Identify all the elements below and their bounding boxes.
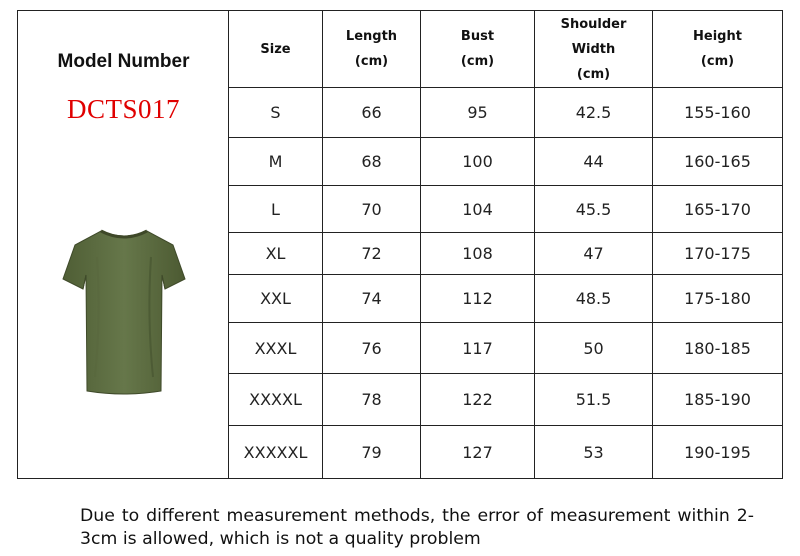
header-length: Length (cm) — [323, 11, 421, 87]
size-cell: M — [229, 138, 323, 185]
height-cell: 175-180 — [684, 289, 751, 308]
olive-tshirt-icon — [61, 227, 187, 395]
size-cell: XXXXL — [229, 374, 323, 425]
length-cell: 72 — [323, 233, 421, 274]
shoulder-cell: 50 — [535, 323, 653, 373]
measurement-note: Due to different measurement methods, the error of measurement within 2-3cm is allowed, which is not a quality problem — [80, 506, 754, 549]
bust-cell: 100 — [421, 138, 535, 185]
length-cell: 68 — [323, 138, 421, 185]
height-cell: 170-175 — [684, 244, 751, 263]
shoulder-cell: 53 — [535, 426, 653, 478]
table-header-row — [229, 11, 782, 88]
size-chart — [17, 10, 783, 479]
table-row — [229, 186, 782, 233]
height-cell: 180-185 — [684, 338, 751, 358]
table-row — [229, 275, 782, 323]
table-row — [229, 88, 782, 138]
length-cell: 78 — [323, 374, 421, 425]
size-cell: S — [229, 88, 323, 137]
height-cell: 190-195 — [684, 442, 751, 462]
header-shoulder-width: Shoulder Width (cm) — [535, 11, 653, 87]
shoulder-cell: 51.5 — [535, 374, 653, 425]
height-cell: 155-160 — [684, 103, 751, 122]
length-cell: 66 — [323, 88, 421, 137]
height-cell: 165-170 — [684, 199, 751, 219]
model-number-label: Model Number — [57, 51, 190, 72]
shoulder-cell: 48.5 — [535, 275, 653, 322]
size-cell: XL — [229, 233, 323, 274]
height-cell: 185-190 — [684, 390, 751, 409]
shoulder-cell: 44 — [535, 138, 653, 185]
table-row — [229, 138, 782, 186]
length-cell: 70 — [323, 186, 421, 232]
model-cell — [18, 11, 229, 478]
size-cell: XXXXXL — [229, 426, 323, 478]
header-bust: Bust (cm) — [421, 11, 535, 87]
table-row — [229, 374, 782, 426]
table-row — [229, 323, 782, 374]
shoulder-cell: 42.5 — [535, 88, 653, 137]
length-cell: 79 — [323, 426, 421, 478]
size-cell: L — [229, 186, 323, 232]
bust-cell: 117 — [421, 323, 535, 373]
bust-cell: 108 — [421, 233, 535, 274]
bust-cell: 95 — [421, 88, 535, 137]
size-table — [229, 11, 782, 478]
size-cell: XXXL — [229, 323, 323, 373]
length-cell: 74 — [323, 275, 421, 322]
bust-cell: 112 — [421, 275, 535, 322]
table-row — [229, 233, 782, 275]
shoulder-cell: 45.5 — [535, 186, 653, 232]
shoulder-cell: 47 — [535, 233, 653, 274]
header-size: Size — [229, 11, 323, 87]
size-cell: XXL — [229, 275, 323, 322]
height-cell: 160-165 — [684, 152, 751, 171]
bust-cell: 122 — [421, 374, 535, 425]
header-height: Height (cm) — [693, 29, 742, 69]
bust-cell: 104 — [421, 186, 535, 232]
table-row — [229, 426, 782, 478]
bust-cell: 127 — [421, 426, 535, 478]
model-code: DCTS017 — [66, 94, 181, 124]
length-cell: 76 — [323, 323, 421, 373]
